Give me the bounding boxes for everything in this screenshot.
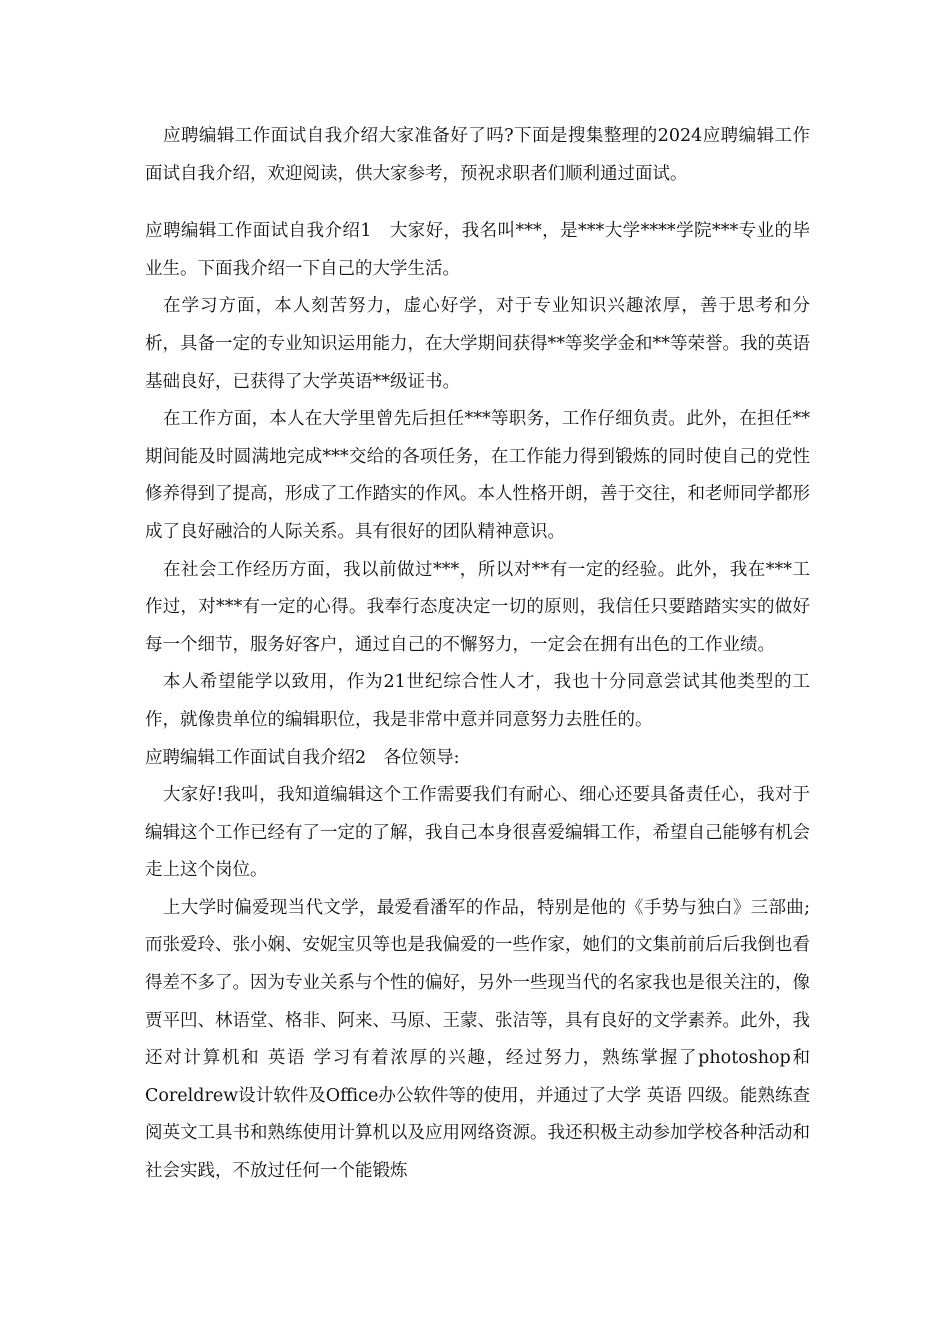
greeting-paragraph: 大家好!我叫，我知道编辑这个工作需要我们有耐心、细心还要具备责任心，我对于编辑这个工作已经有了一定的了解，我自己本身很喜爱编辑工作，希望自己能够有机会走上这个岗位。 (145, 785, 810, 881)
social-work-paragraph: 在社会工作经历方面，我以前做过***，所以对**有一定的经验。此外，我在***工作过，对***有一定的心得。我奉行态度决定一切的原则，我信任只要踏踏实实的做好每一个细节，服务好客户，通过自己的不懈努力，一定会在拥有出色的工作业绩。 (145, 559, 810, 655)
hope-paragraph: 本人希望能学以致用，作为21世纪综合性人才，我也十分同意尝试其他类型的工作，就像贵单位的编辑职位，我是非常中意并同意努力去胜任的。 (145, 672, 810, 730)
section-1-heading-paragraph: 应聘编辑工作面试自我介绍1 大家好，我名叫***，是***大学****学院***专业的毕业生。下面我介绍一下自己的大学生活。 (145, 221, 810, 279)
study-paragraph: 在学习方面，本人刻苦努力，虚心好学，对于专业知识兴趣浓厚，善于思考和分析，具备一定的专业知识运用能力，在大学期间获得**等奖学金和**等荣誉。我的英语基础良好，已获得了大学英语**级证书。 (145, 296, 810, 392)
intro-paragraph: 应聘编辑工作面试自我介绍大家准备好了吗?下面是搜集整理的2024应聘编辑工作面试自我介绍，欢迎阅读，供大家参考，预祝求职者们顺利通过面试。 (145, 126, 810, 184)
literature-paragraph: 上大学时偏爱现当代文学，最爱看潘军的作品，特别是他的《手势与独白》三部曲;而张爱玲、张小娴、安妮宝贝等也是我偏爱的一些作家，她们的文集前前后后我倒也看得差不多了。因为专业关系与个性的偏好，另外一些现当代的名家我也是很关注的，像贾平凹、林语堂、格非、阿来、马原、王蒙、张洁等，具有良好的文学素养。此外，我还对计算机和 英语 学习有着浓厚的兴趣，经过努力，熟练掌握了photoshop和Coreldrew设计软件及Office办公软件等的使用，并通过了大学 英语 四级。能熟练查阅英文工具书和熟练使用计算机以及应用网络资源。我还积极主动参加学校各种活动和社会实践，不放过任何一个能锻炼 (145, 897, 810, 1182)
work-paragraph: 在工作方面，本人在大学里曾先后担任***等职务，工作仔细负责。此外，在担任**期间能及时圆满地完成***交给的各项任务，在工作能力得到锻炼的同时使自己的党性修养得到了提高，形成了工作踏实的作风。本人性格开朗，善于交往，和老师同学都形成了良好融洽的人际关系。具有很好的团队精神意识。 (145, 409, 810, 542)
paragraph-spacer (145, 193, 810, 213)
document-body (145, 118, 810, 1191)
section-2-heading-paragraph: 应聘编辑工作面试自我介绍2 各位领导: (145, 747, 460, 768)
